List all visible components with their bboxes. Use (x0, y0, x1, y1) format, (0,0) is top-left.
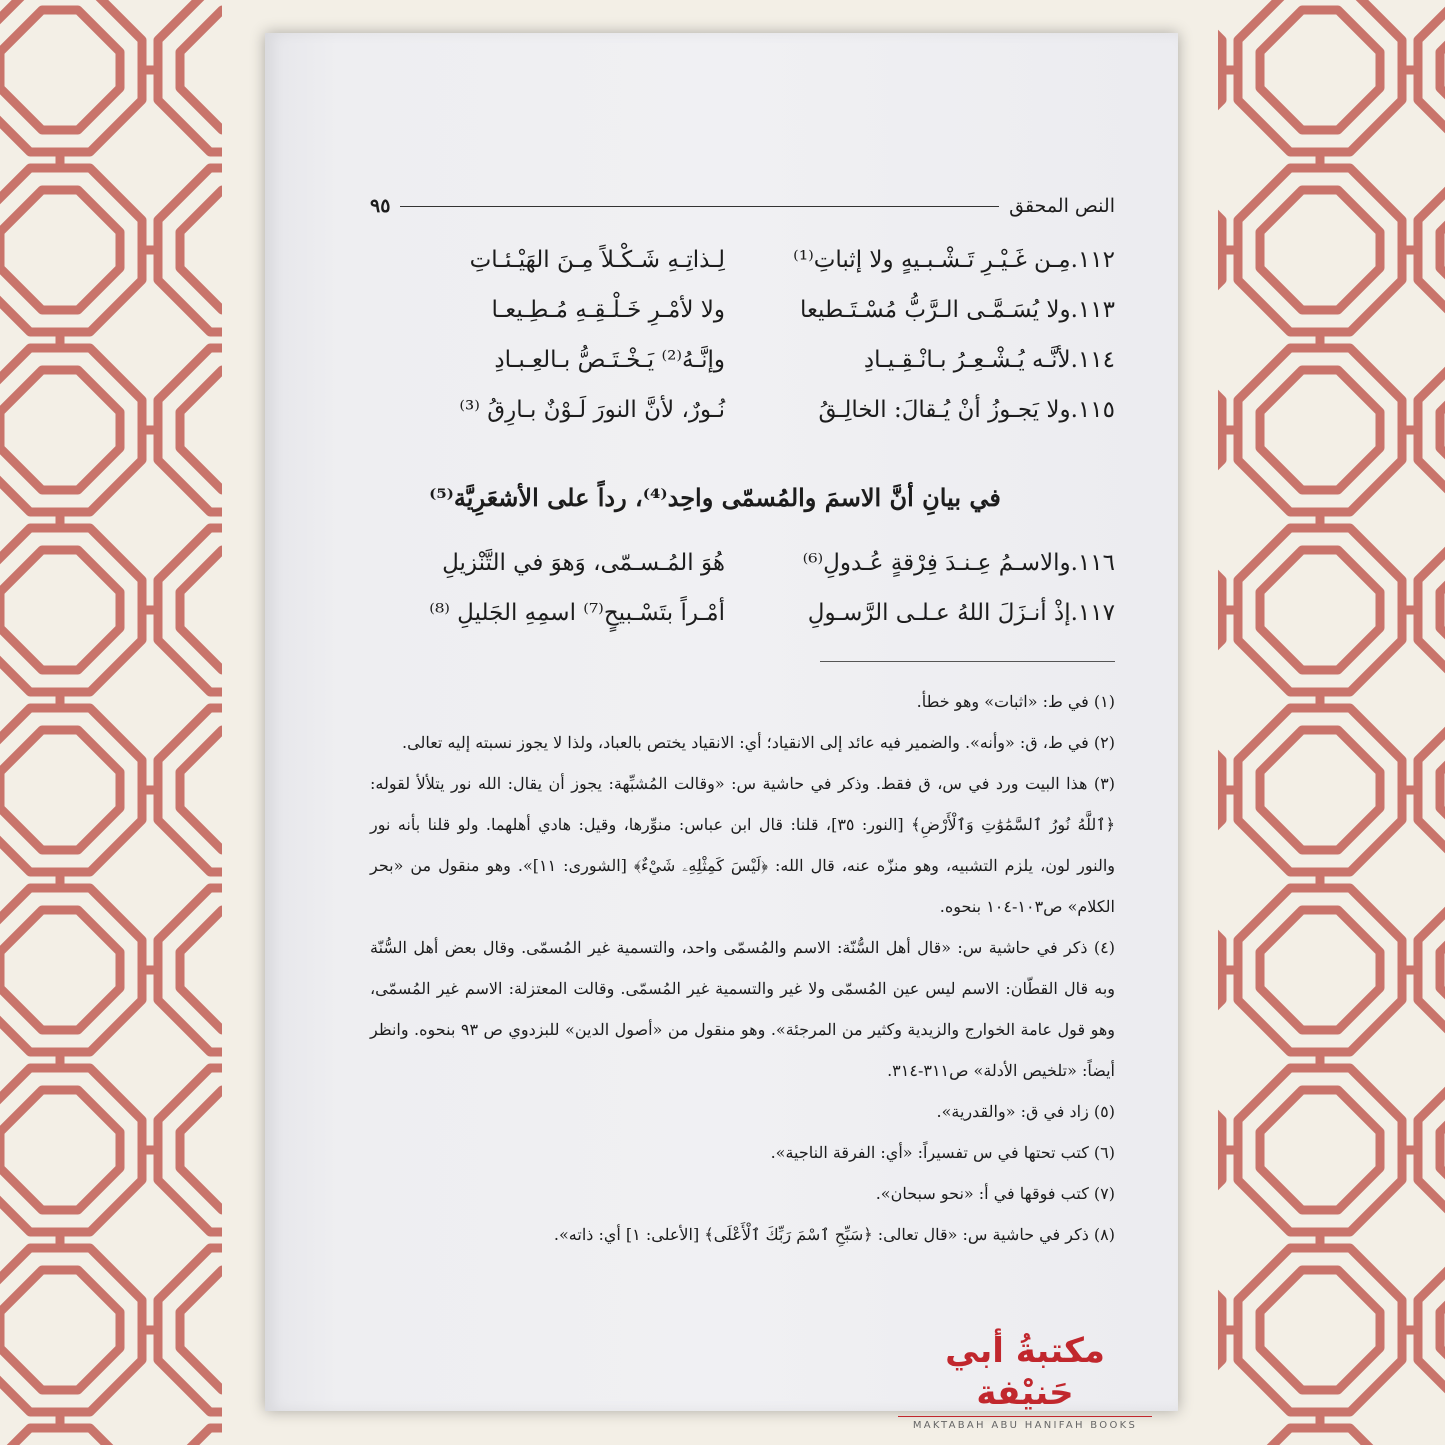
verse-second-hemistich: لِـذاتِـهِ شَـكْـلاً مِـنَ الهَيْـئـاتِ (469, 247, 725, 273)
verse-line (413, 288, 1115, 332)
verse-first-hemistich: ١١٣.ولا يُسَـمَّـى الـرَّبُّ مُسْـتَـطيعا (799, 297, 1115, 323)
footnote: (٦) كتب تحتها في س تفسيراً: «أي: الفرقة الناجية». (770, 1143, 1115, 1162)
footnote: (٣) هذا البيت ورد في س، ق فقط. وذكر في حاشية س: «وقالت المُشبِّهة: يجوز أن يقال: الله نور يتلألأ لقوله: ﴿ٱللَّهُ نُورُ ٱلسَّمَٰوَٰتِ وَٱلْأَرْضِ﴾ [النور: ٣٥]، قلنا: قال ابن عباس: منوِّرها، وقيل: هادي أهلهما. ولو قلنا بأنه نور والنور لون، يلزم التشبيه، وهو منزّه عنه، قال الله: ﴿لَيْسَ كَمِثْلِهِۦ شَيْءٌ﴾ [الشورى: ١١]». وهو منقول من «بحر الكلام» ص١٠٣-١٠٤ بنحوه. (370, 774, 1116, 916)
footnote: (٥) زاد في ق: «والقدرية». (936, 1102, 1115, 1121)
page-number: ٩٥ (370, 195, 391, 217)
verse-first-hemistich: ١١٤.لأنَّـه يُـشْـعِـرُ بـانْـقِـيـادِ (863, 347, 1115, 373)
verse-first-hemistich: ١١٧.إذْ أنـزَلَ اللهُ عـلـى الرَّسـولِ (807, 600, 1115, 626)
footnote-separator (820, 661, 1115, 662)
verse-line (413, 388, 1115, 432)
header-rule (400, 206, 999, 207)
footnote: (٨) ذكر في حاشية س: «قال تعالى: ﴿سَبِّحِ ٱسْمَ رَبِّكَ ٱلْأَعْلَى﴾ [الأعلى: ١] أي: ذاته». (553, 1225, 1115, 1244)
verse-first-hemistich: ١١٢.مِـن غَـيْـرِ تَـشْـبـيهٍ ولا إثباتِ⁽¹⁾ (793, 247, 1115, 273)
verse-second-hemistich: وإنَّـهُ⁽²⁾ يَـخْـتَـصُّ بـالعِـبـادِ (494, 347, 725, 373)
verse-line (413, 238, 1115, 282)
publisher-logo (898, 1330, 1152, 1431)
page-header (370, 191, 1115, 221)
running-title: النص المحقق (1009, 195, 1115, 217)
verse-line (413, 541, 1115, 585)
logo-english: MAKTABAH ABU HANIFAH BOOKS (898, 1416, 1152, 1431)
verse-second-hemistich: أمْـراً بتَسْـبيحٍ⁽⁷⁾ اسمِهِ الجَليلِ ⁽⁸⁾ (429, 600, 725, 626)
footnotes (370, 681, 1115, 1255)
footnote: (١) في ط: «اثبات» وهو خطأ. (916, 692, 1115, 711)
verse-second-hemistich: هُوَ المُـسـمّى، وَهوَ في التَّنْزيلِ (442, 550, 725, 576)
verse-line (413, 338, 1115, 382)
verse-second-hemistich: نُـورٌ، لأنَّ النورَ لَـوْنٌ بـارِقُ ⁽³⁾ (459, 397, 725, 423)
logo-arabic: مكتبةُ أبي حَنيْفة (945, 1331, 1105, 1413)
verse-line (413, 591, 1115, 635)
book-page (265, 33, 1178, 1411)
verse-first-hemistich: ١١٥.ولا يَجـوزُ أنْ يُـقالَ: الخالِـقُ (818, 397, 1115, 423)
footnote: (٢) في ط، ق: «وأنه». والضمير فيه عائد إلى الانقياد؛ أي: الانقياد يختص بالعباد، ولذا لا يجوز نسبته إليه تعالى. (402, 733, 1115, 752)
section-title: في بيانِ أنَّ الاسمَ والمُسمّى واحِد⁽⁴⁾، رداً على الأشعَرِيَّة⁽⁵⁾ (429, 483, 1001, 512)
verse-second-hemistich: ولا لأمْـرِ خَـلْـقِـهِ مُـطِـيعـا (491, 297, 725, 323)
footnote: (٧) كتب فوقها في أ: «نحو سبحان». (875, 1184, 1115, 1203)
footnote: (٤) ذكر في حاشية س: «قال أهل السُّنّة: الاسم والمُسمّى واحد، والتسمية غير المُسمّى. وقال بعض أهل السُّنّة وبه قال القطّان: الاسم ليس عين المُسمّى ولا غير والتسمية غير المُسمّى. وقالت المعتزلة: الاسم غير المُسمّى، وهو قول عامة الخوارج والزيدية وكثير من المرجئة». وهو منقول من «أصول الدين» للبزدوي ص ٩٣ بنحوه. وانظر أيضاً: «تلخيص الأدلة» ص٣١١-٣١٤. (370, 938, 1116, 1080)
verse-first-hemistich: ١١٦.والاسـمُ عِـنـدَ فِرْقةٍ عُـدولِ⁽⁶⁾ (802, 550, 1115, 576)
